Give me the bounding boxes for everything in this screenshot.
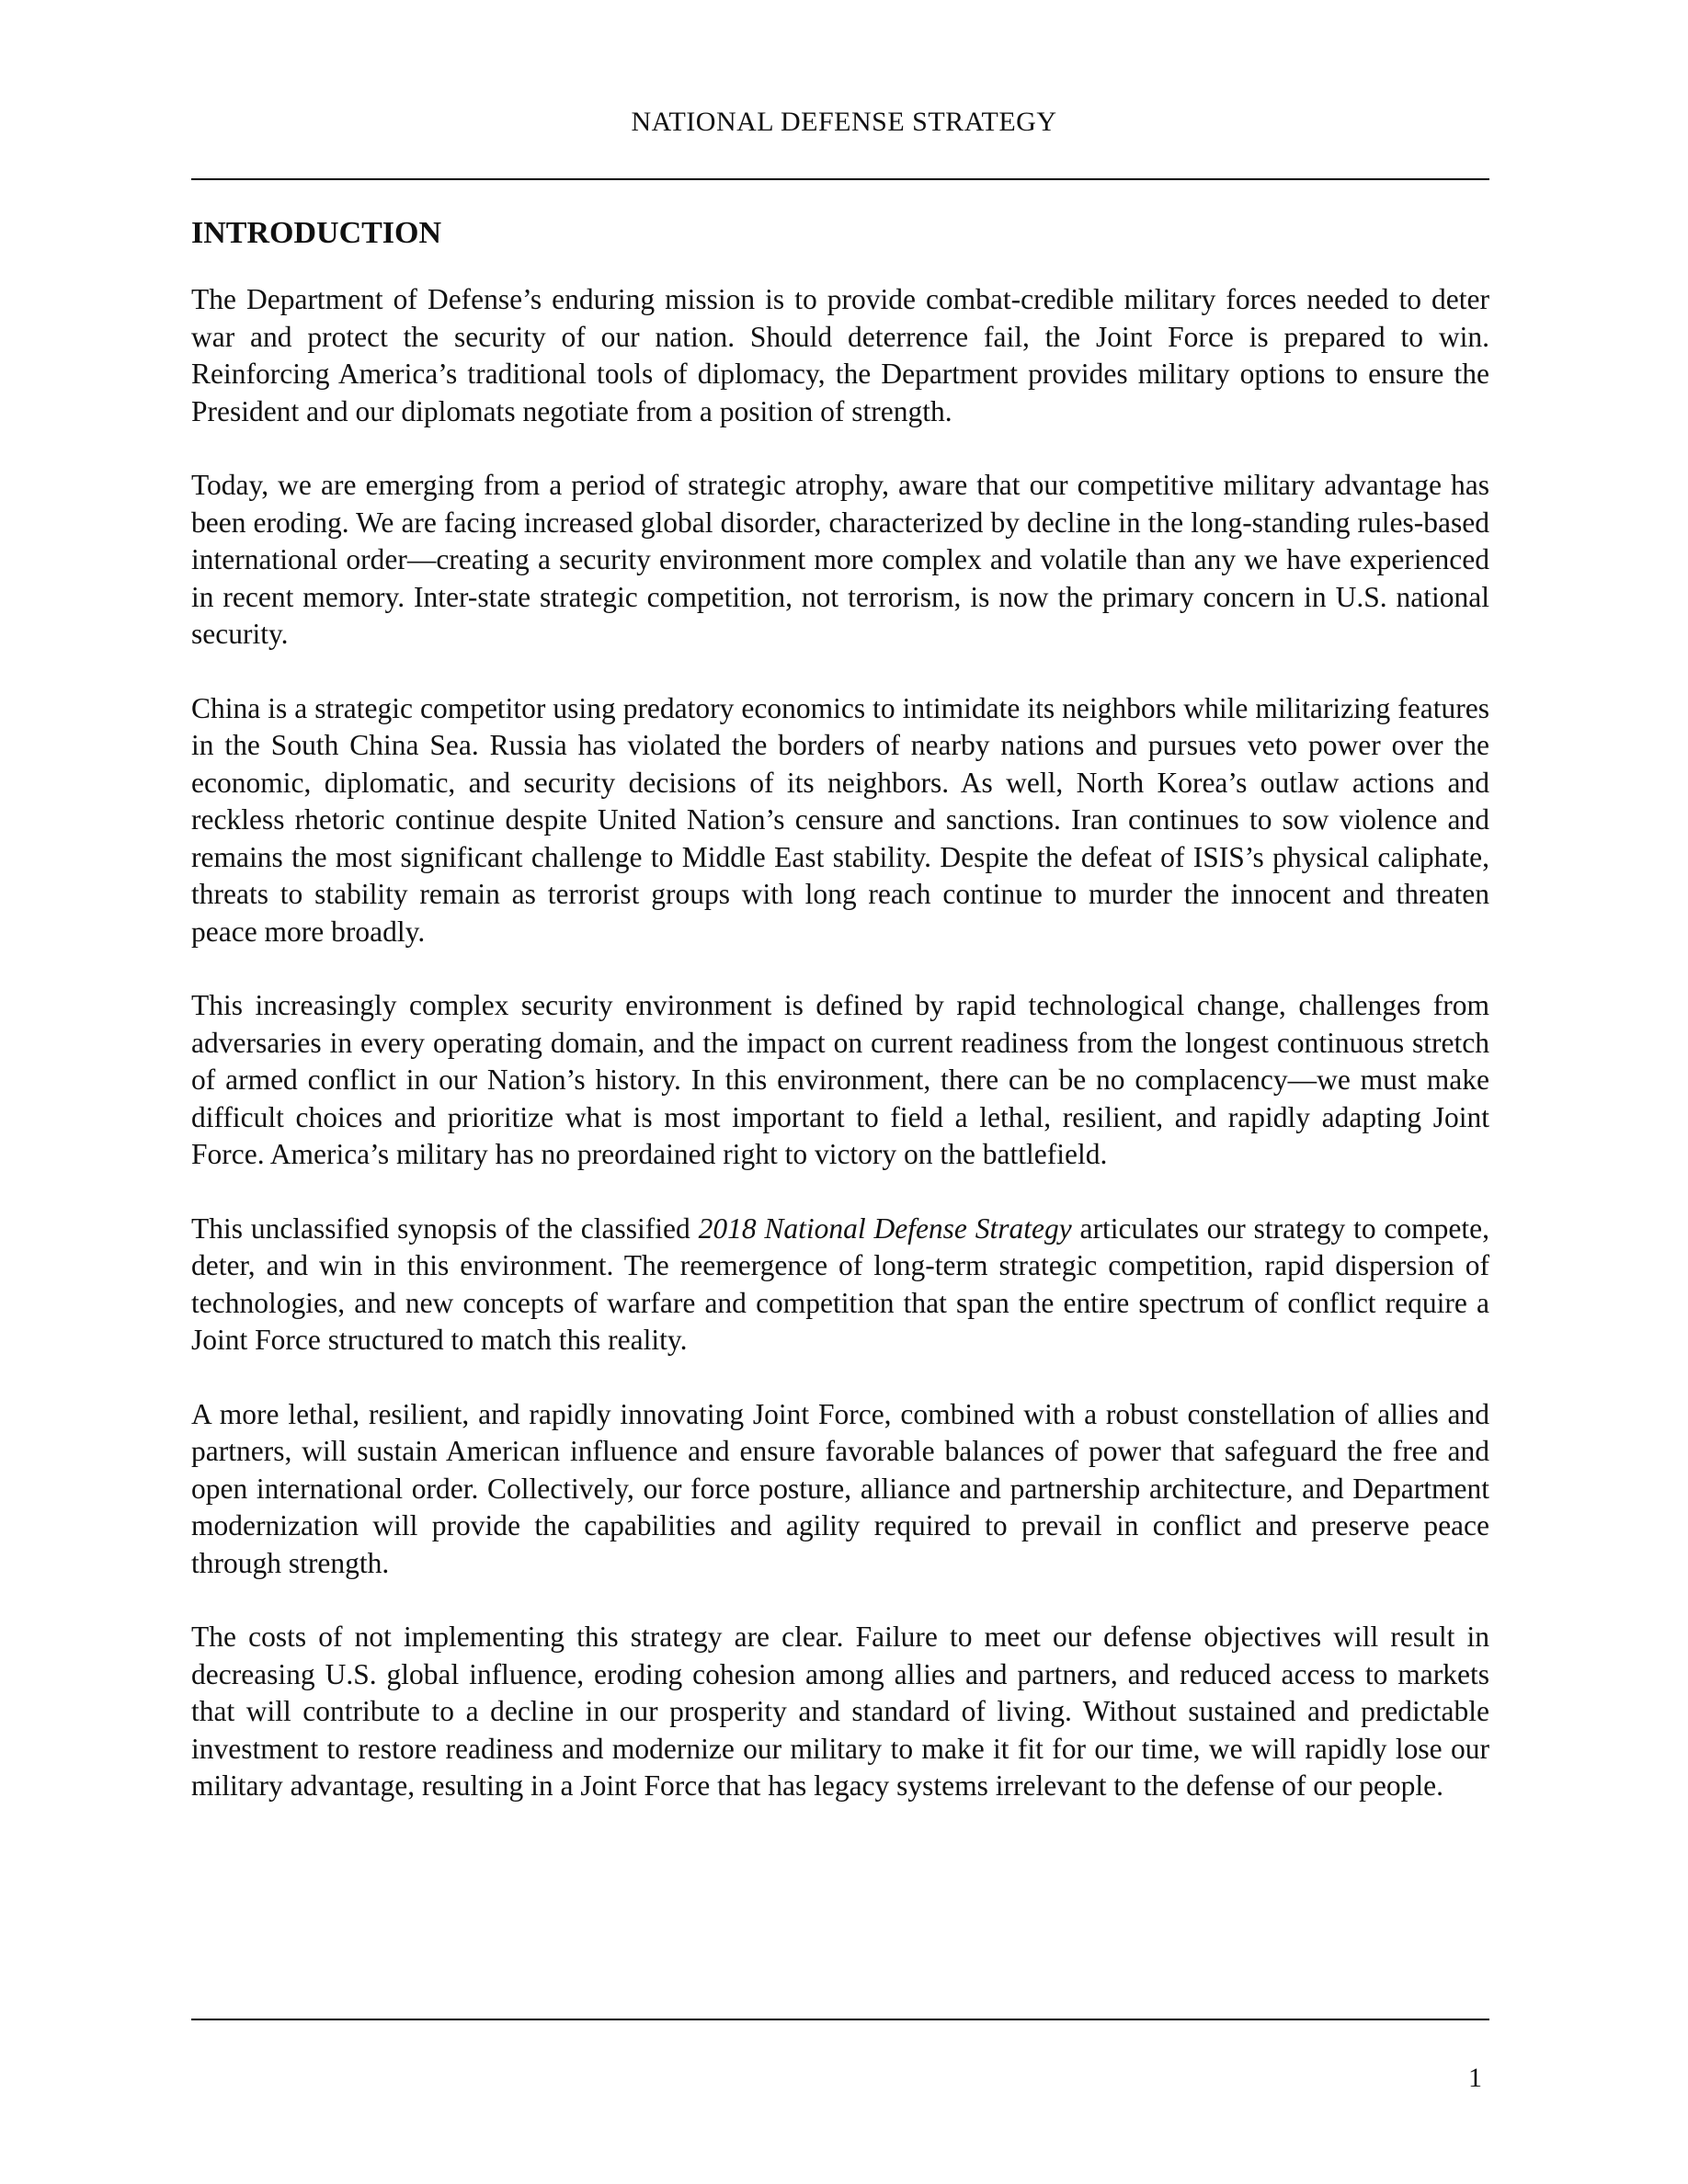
section-heading: INTRODUCTION (191, 216, 442, 250)
paragraph-security-environment: This increasingly complex security environment is defined by rapid technological change, challenges from adversaries in every operating domain, and the impact on current readiness from the longest continuous stretch of armed conflict in our Nation’s history. In this environment, there can be no complacency—we must make difficult choices and prioritize what is most important to field a lethal, resilient, and rapidly adapting Joint Force. America’s military has no preordained right to victory on the battlefield. (191, 989, 1489, 1170)
synopsis-text-start: This unclassified synopsis of the classified (191, 1211, 699, 1245)
paragraph-joint-force: A more lethal, resilient, and rapidly innovating Joint Force, combined with a robust constellation of allies and partners, will sustain American influence and ensure favorable balances of power that safeguard the free and open international order. Collectively, our force posture, alliance and partnership architecture, and Department modernization will provide the capabilities and agility required to prevail in conflict and preserve peace through strength. (191, 1397, 1489, 1579)
paragraph-competitors: China is a strategic competitor using predatory economics to intimidate its neighbors while militarizing features in the South China Sea. Russia has violated the borders of nearby nations and pursues veto power over the economic, diplomatic, and security decisions of its neighbors. As well, North Korea’s outlaw actions and reckless rhetoric continue despite United Nation’s censure and sanctions. Iran continues to sow violence and remains the most significant challenge to Middle East stability. Despite the defeat of ISIS’s physical caliphate, threats to stability remain as terrorist groups with long reach continue to murder the innocent and threaten peace more broadly. (191, 691, 1489, 948)
paragraph-mission: The Department of Defense’s enduring mission is to provide combat-credible military forces needed to deter war and protect the security of our nation. Should deterrence fail, the Joint Force is prepared to win. Reinforcing America’s traditional tools of diplomacy, the Department provides military options to ensure the President and our diplomats negotiate from a position of strength. (191, 283, 1489, 427)
strategy-title: 2018 National Defense Strategy (698, 1211, 1072, 1245)
synopsis-text-end: articulates our strategy to compete, deter, and win in this environment. The reemergence of long-term strategic competition, rapid dispersion of technologies, and new concepts of warfare and competition that span the entire spectrum of conflict require a Joint Force structured to match this reality. (191, 1211, 1489, 1356)
page-body (191, 215, 1489, 1842)
page-number: 1 (1468, 2063, 1482, 2093)
paragraph-costs: The costs of not implementing this strategy are clear. Failure to meet our defense objectives will result in decreasing U.S. global influence, eroding cohesion among allies and partners, and reduced access to markets that will contribute to a decline in our prosperity and standard of living. Without sustained and predictable investment to restore readiness and modernize our military to make it fit for our time, we will rapidly lose our military advantage, resulting in a Joint Force that has legacy systems irrelevant to the defense of our people. (191, 1621, 1489, 1802)
running-header: NATIONAL DEFENSE STRATEGY (631, 107, 1057, 137)
footer-rule (191, 2019, 1489, 2020)
paragraph-strategic-atrophy: Today, we are emerging from a period of strategic atrophy, aware that our competitive military advantage has been eroding. We are facing increased global disorder, characterized by decline in the long-standing rules-based international order—creating a security environment more complex and volatile than any we have experienced in recent memory. Inter-state strategic competition, not terrorism, is now the primary concern in U.S. national security. (191, 469, 1489, 650)
paragraph-synopsis (191, 1211, 1489, 1359)
header-rule (191, 178, 1489, 180)
